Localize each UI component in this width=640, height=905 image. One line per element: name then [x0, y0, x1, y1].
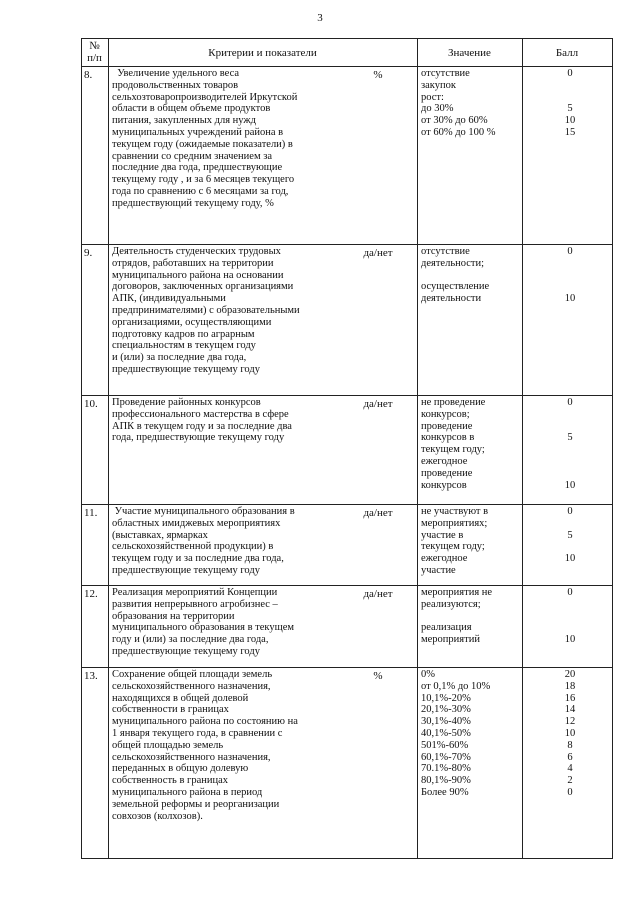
criteria-line: отрядов, работавших на территории — [112, 257, 274, 269]
value-line: отсутствие — [421, 246, 470, 257]
row-number: 10. — [84, 398, 98, 410]
criteria-line: сельскохозяйственного назначения, — [112, 680, 271, 692]
value-line: 20,1%-30% — [421, 704, 471, 716]
value-line: рост: — [421, 91, 444, 103]
score-line — [527, 468, 613, 480]
score-line — [527, 421, 613, 433]
value-line: от 60% до 100 % — [421, 126, 496, 138]
criteria-line: году и (или) за последние два года, — [112, 634, 269, 646]
score-cell — [527, 587, 613, 646]
criteria-line: Деятельность студенческих трудовых — [112, 246, 281, 257]
value-line: участие — [421, 564, 456, 576]
score-line: 10 — [564, 553, 576, 565]
criteria-line: года по сравнению с 6 месяцами за год, — [112, 185, 289, 197]
unit-cell: да/нет — [363, 247, 393, 259]
value-line: до 30% — [421, 103, 454, 115]
value-line: от 30% до 60% — [421, 115, 488, 127]
score-line: 0 — [567, 506, 573, 517]
criteria-line: текущем году и за последние два года, — [112, 553, 284, 565]
criteria-line: сельскохозяйственной продукции) в — [112, 541, 274, 553]
score-cell — [527, 397, 613, 491]
criteria-line: переданных в общую долевую — [112, 763, 249, 775]
score-line — [527, 258, 613, 270]
criteria-line: собственность в границах — [112, 775, 229, 787]
value-line: закупок — [421, 79, 456, 91]
unit-cell: да/нет — [363, 588, 393, 600]
score-cell — [527, 669, 613, 799]
value-line: конкурсов; — [421, 408, 470, 420]
value-line: конкурсов — [421, 479, 467, 491]
criteria-line: договоров, заключенных организациями — [112, 281, 294, 293]
value-line: отсутствие — [421, 68, 470, 79]
criteria-table — [81, 38, 613, 859]
value-line: проведение — [421, 420, 473, 432]
unit-cell: % — [373, 670, 383, 682]
criteria-line: муниципального образования в текущем — [112, 622, 294, 634]
criteria-line: 1 января текущего года, в сравнении с — [112, 727, 283, 739]
value-line: 501%-60% — [421, 739, 469, 751]
score-line — [527, 456, 613, 468]
score-line — [527, 444, 613, 456]
criteria-line: земельной реформы и реорганизации — [112, 798, 280, 810]
header-number-line: № — [89, 40, 100, 52]
score-line: 10 — [564, 634, 576, 646]
criteria-line: текущему году , и за 6 месяцев текущего — [112, 174, 295, 186]
criteria-line: области в общем объеме продуктов — [112, 103, 271, 115]
score-line — [527, 281, 613, 293]
criteria-line: предшествующие текущему году — [112, 363, 260, 375]
value-line: 0% — [421, 669, 435, 680]
value-line: мероприятий — [421, 634, 480, 646]
criteria-text — [112, 587, 336, 658]
score-line: 15 — [564, 126, 576, 138]
score-line: 8 — [567, 739, 573, 751]
table-row — [81, 668, 613, 858]
value-line: 80,1%-90% — [421, 775, 471, 787]
criteria-line: областных имиджевых мероприятиях — [112, 517, 281, 529]
score-line — [527, 409, 613, 421]
header-value: Значение — [448, 47, 491, 59]
criteria-line: муниципального района на основании — [112, 269, 284, 281]
criteria-line: собственности в границах — [112, 704, 229, 716]
criteria-text — [112, 669, 336, 822]
value-line — [421, 270, 521, 282]
criteria-line: АПК в текущем году и за последние два — [112, 420, 292, 432]
criteria-text — [112, 68, 336, 210]
score-cell — [527, 246, 613, 305]
criteria-line: образования на территории — [112, 610, 235, 622]
row-number: 9. — [84, 247, 93, 259]
criteria-line: продовольственных товаров — [112, 79, 239, 91]
criteria-line: Реализация мероприятий Концепции — [112, 587, 278, 598]
criteria-line: последние два года, предшествующие — [112, 162, 283, 174]
table-row — [81, 245, 613, 395]
score-line — [527, 611, 613, 623]
criteria-line: сельскохозяйственного назначения, — [112, 751, 271, 763]
score-line — [527, 80, 613, 92]
criteria-line: подготовку кадров по аграрным — [112, 328, 255, 340]
row-number: 11. — [84, 507, 98, 519]
value-cell — [421, 246, 521, 305]
criteria-text — [112, 397, 336, 444]
value-line: Более 90% — [421, 786, 469, 798]
score-line: 0 — [567, 587, 573, 598]
score-line — [527, 541, 613, 553]
header-criteria: Критерии и показатели — [208, 47, 317, 59]
value-line: 70.1%-80% — [421, 763, 471, 775]
header-number-line: п/п — [87, 52, 102, 64]
value-line: мероприятиях; — [421, 517, 488, 529]
header-number — [81, 40, 108, 64]
value-cell — [421, 587, 521, 646]
row-number: 12. — [84, 588, 98, 600]
value-line: от 0,1% до 10% — [421, 680, 491, 692]
score-line: 5 — [567, 529, 573, 541]
value-line: мероприятия не — [421, 587, 493, 598]
criteria-line: Увеличение удельного веса — [112, 68, 240, 79]
criteria-line: профессионального мастерства в сфере — [112, 408, 289, 420]
value-line: 30,1%-40% — [421, 716, 471, 728]
score-line: 14 — [564, 704, 576, 716]
criteria-line: предшествующие текущему году — [112, 645, 260, 657]
value-line: осуществление — [421, 281, 490, 293]
value-cell — [421, 669, 521, 799]
criteria-line: питания, закупленных для нужд — [112, 115, 256, 127]
score-line: 0 — [567, 68, 573, 79]
criteria-line: Проведение районных конкурсов — [112, 397, 261, 408]
score-cell — [527, 506, 613, 577]
criteria-line: сравнении со средним значением за — [112, 150, 273, 162]
criteria-line: развития непрерывного агробизнес – — [112, 598, 278, 610]
criteria-line: специальностям в текущем году — [112, 340, 256, 352]
criteria-text — [112, 246, 336, 376]
score-line: 16 — [564, 692, 576, 704]
value-line: деятельности — [421, 293, 482, 305]
score-line: 10 — [564, 293, 576, 305]
value-line: 40,1%-50% — [421, 727, 471, 739]
criteria-line: совхозов (колхозов). — [112, 810, 203, 822]
value-line: проведение — [421, 467, 473, 479]
score-line: 10 — [564, 479, 576, 491]
table-row — [81, 505, 613, 585]
criteria-line: сельхозтоваропроизводителей Иркутской — [112, 91, 298, 103]
value-cell — [421, 68, 521, 139]
score-line — [527, 270, 613, 282]
value-line: текущем году; — [421, 444, 485, 456]
score-line: 4 — [567, 763, 573, 775]
value-cell — [421, 506, 521, 577]
header-score: Балл — [555, 47, 579, 59]
table-row — [81, 586, 613, 667]
criteria-line: предпринимателями) с образовательными — [112, 304, 300, 316]
criteria-line: и (или) за последние два года, — [112, 352, 247, 364]
value-line: реализуются; — [421, 598, 481, 610]
value-line: не участвуют в — [421, 506, 489, 517]
value-line: конкурсов в — [421, 432, 475, 444]
score-line — [527, 565, 613, 577]
criteria-line: (выставках, ярмарках — [112, 529, 208, 541]
criteria-line: муниципального района в период — [112, 786, 263, 798]
criteria-line: муниципальных учреждений района в — [112, 126, 284, 138]
score-line: 0 — [567, 786, 573, 798]
unit-cell: да/нет — [363, 398, 393, 410]
score-line — [527, 622, 613, 634]
value-line: реализация — [421, 622, 472, 634]
criteria-line: находящихся в общей долевой — [112, 692, 249, 704]
table-border-bottom — [81, 858, 613, 859]
score-line: 12 — [564, 716, 576, 728]
score-line — [527, 599, 613, 611]
table-border-top — [81, 38, 613, 39]
score-cell — [527, 68, 613, 139]
criteria-line: года, предшествующие текущему году — [112, 432, 285, 444]
criteria-line: общей площадью земель — [112, 739, 224, 751]
score-line: 10 — [564, 115, 576, 127]
criteria-line: предшествующие текущему году — [112, 564, 260, 576]
unit-cell: да/нет — [363, 507, 393, 519]
criteria-line: Сохранение общей площади земель — [112, 669, 273, 680]
row-number: 8. — [84, 69, 93, 81]
criteria-text — [112, 506, 336, 577]
value-line: не проведение — [421, 397, 486, 408]
score-line: 2 — [567, 775, 573, 787]
value-line: участие в — [421, 529, 464, 541]
score-line — [527, 92, 613, 104]
criteria-line: муниципального района по состоянию на — [112, 716, 298, 728]
score-line: 5 — [567, 103, 573, 115]
score-line: 0 — [567, 397, 573, 408]
value-line: ежегодное — [421, 553, 468, 565]
table-row — [81, 67, 613, 244]
page-number: 3 — [317, 12, 323, 24]
criteria-line: текущем году (ожидаемые показатели) в — [112, 138, 293, 150]
value-line: 10,1%-20% — [421, 692, 471, 704]
unit-cell: % — [373, 69, 383, 81]
value-line: деятельности; — [421, 257, 485, 269]
value-line: текущем году; — [421, 541, 485, 553]
row-number: 13. — [84, 670, 98, 682]
score-line: 6 — [567, 751, 573, 763]
score-line: 0 — [567, 246, 573, 257]
score-line: 20 — [564, 669, 576, 680]
value-line — [421, 611, 521, 623]
criteria-line: Участие муниципального образования в — [112, 506, 295, 517]
table-row — [81, 396, 613, 504]
value-cell — [421, 397, 521, 491]
value-line: 60,1%-70% — [421, 751, 471, 763]
score-line: 5 — [567, 432, 573, 444]
score-line: 18 — [564, 680, 576, 692]
criteria-line: предшествующий текущему году, % — [112, 197, 274, 209]
criteria-line: организациями, осуществляющими — [112, 316, 272, 328]
score-line: 10 — [564, 727, 576, 739]
criteria-line: АПК, (индивидуальными — [112, 293, 226, 305]
score-line — [527, 518, 613, 530]
value-line: ежегодное — [421, 455, 468, 467]
